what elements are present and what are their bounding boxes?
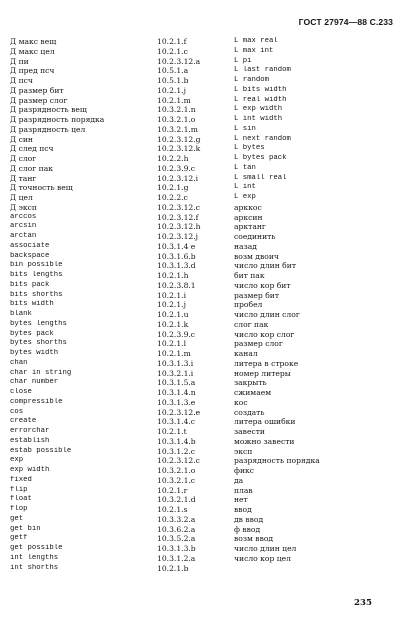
index-equivalent: номер литеры bbox=[234, 368, 291, 378]
index-term: Д цел bbox=[10, 193, 33, 202]
index-reference: 10.5.1.b bbox=[157, 76, 189, 85]
index-term: arctan bbox=[10, 232, 37, 240]
index-equivalent: возм двоич bbox=[234, 251, 279, 261]
index-equivalent: дв ввод bbox=[234, 514, 264, 524]
index-term: Д размер бит bbox=[10, 85, 64, 95]
index-reference: 10.2.1.m bbox=[157, 349, 191, 358]
index-equivalent: да bbox=[234, 475, 244, 485]
index-reference: 10.3.2.1.o bbox=[157, 115, 196, 124]
index-reference: 10.5.1.a bbox=[157, 66, 189, 76]
index-term: Д след псч bbox=[10, 144, 54, 154]
index-equivalent: плав bbox=[234, 485, 253, 495]
index-reference: 10.2.3.12.a bbox=[157, 56, 201, 66]
index-reference: 10.2.1.u bbox=[157, 310, 189, 319]
index-term: Д слог пак bbox=[10, 163, 53, 173]
index-term: get bin bbox=[10, 524, 41, 533]
index-equivalent: размер бит bbox=[234, 290, 280, 300]
index-equivalent: литера в строке bbox=[234, 358, 299, 368]
index-term: Д разрядность порядка bbox=[10, 115, 105, 124]
index-term: bits width bbox=[10, 300, 54, 309]
index-equivalent: соединить bbox=[234, 232, 276, 241]
index-reference: 10.2.1.b bbox=[157, 563, 189, 573]
index-term: blank bbox=[10, 310, 32, 318]
index-term: Д пи bbox=[10, 56, 29, 66]
index-equivalent: L pi bbox=[234, 56, 252, 65]
page-header: ГОСТ 27974—88 С.233 bbox=[298, 17, 393, 27]
index-equivalent: арктанг bbox=[234, 222, 266, 232]
index-term: get bbox=[10, 514, 24, 523]
index-reference: 10.2.1.m bbox=[157, 95, 191, 105]
index-equivalent: фикс bbox=[234, 466, 255, 475]
index-equivalent: назад bbox=[234, 241, 257, 251]
index-reference: 10.2.1.l bbox=[157, 339, 186, 349]
index-reference: 10.2.1.k bbox=[157, 319, 189, 329]
index-term: bytes pack bbox=[10, 329, 54, 338]
index-reference: 10.2.1.i bbox=[157, 290, 186, 300]
index-equivalent: литера ошибки bbox=[234, 417, 296, 427]
index-reference: 10.2.1.r bbox=[157, 485, 188, 495]
index-equivalent: число кор цел bbox=[234, 553, 291, 563]
index-reference: 10.2.3.12.h bbox=[157, 222, 201, 232]
index-term: bits pack bbox=[10, 280, 50, 289]
index-equivalent: L small real bbox=[234, 173, 287, 182]
index-equivalent: число кор слог bbox=[234, 329, 295, 339]
index-equivalent: число длин цел bbox=[234, 544, 297, 553]
index-term: char number bbox=[10, 378, 59, 387]
index-reference: 10.3.3.2.a bbox=[157, 514, 196, 524]
index-term: Д танг bbox=[10, 173, 37, 183]
index-equivalent: L tan bbox=[234, 163, 256, 172]
index-equivalent: L exp width bbox=[234, 105, 283, 114]
index-equivalent: ввод bbox=[234, 505, 252, 514]
index-equivalent: L exp bbox=[234, 193, 256, 201]
index-term: get possible bbox=[10, 544, 63, 552]
index-equivalent: завести bbox=[234, 427, 265, 436]
index-equivalent: ф ввод bbox=[234, 524, 261, 534]
index-equivalent: канал bbox=[234, 349, 258, 358]
index-equivalent: кос bbox=[234, 397, 248, 407]
page-number: 235 bbox=[354, 598, 372, 608]
index-term: chan bbox=[10, 358, 28, 367]
index-term: Д точность вещ bbox=[10, 183, 73, 193]
index-reference: 10.3.1.4.c bbox=[157, 417, 196, 427]
index-reference: 10.2.3.9.c bbox=[157, 329, 196, 339]
index-equivalent: нет bbox=[234, 495, 248, 505]
term-column-target bbox=[234, 37, 409, 564]
index-term: associate bbox=[10, 241, 50, 250]
index-reference: 10.3.5.2.a bbox=[157, 534, 196, 544]
index-term: establish bbox=[10, 436, 50, 445]
index-reference: 10.3.1.6.b bbox=[157, 251, 196, 261]
index-term: Д разрядность вещ bbox=[10, 105, 87, 115]
index-reference: 10.2.2.c bbox=[157, 193, 188, 202]
index-term: bytes shorths bbox=[10, 339, 67, 348]
index-equivalent: бит пак bbox=[234, 271, 265, 280]
index-reference: 10.2.2.h bbox=[157, 154, 189, 163]
index-equivalent: L int width bbox=[234, 115, 283, 123]
index-term: Д пред псч bbox=[10, 66, 55, 76]
index-term: getf bbox=[10, 534, 28, 543]
index-equivalent: L random bbox=[234, 76, 270, 84]
index-equivalent: L last random bbox=[234, 66, 291, 75]
index-term: backspace bbox=[10, 251, 50, 260]
index-reference: 10.3.1.3.e bbox=[157, 397, 196, 407]
index-reference: 10.2.1.c bbox=[157, 46, 188, 56]
index-equivalent: L sin bbox=[234, 124, 256, 133]
index-equivalent: L int bbox=[234, 183, 256, 192]
index-reference: 10.2.3.12.f bbox=[157, 212, 199, 222]
index-reference: 10.3.1.4.b bbox=[157, 436, 196, 446]
index-reference: 10.2.3.9.c bbox=[157, 163, 196, 173]
index-term: errorchar bbox=[10, 427, 50, 435]
section-reference-column bbox=[157, 37, 242, 573]
index-term: flop bbox=[10, 505, 28, 513]
index-equivalent: L max real bbox=[234, 37, 278, 45]
index-reference: 10.3.2.1.i bbox=[157, 368, 194, 378]
index-reference: 10.2.1.f bbox=[157, 37, 187, 46]
index-equivalent: L bytes pack bbox=[234, 154, 287, 162]
index-reference: 10.3.1.4 e bbox=[157, 241, 196, 251]
index-term: Д псч bbox=[10, 76, 33, 85]
index-reference: 10.2.3.12.g bbox=[157, 134, 201, 144]
index-term: close bbox=[10, 388, 32, 396]
index-equivalent: арккос bbox=[234, 202, 262, 212]
index-term: exp bbox=[10, 456, 24, 465]
index-term: int lengths bbox=[10, 553, 59, 562]
index-equivalent: сжимаем bbox=[234, 388, 272, 397]
index-reference: 10.2.3.12.k bbox=[157, 144, 201, 154]
index-term: bits lengths bbox=[10, 271, 63, 279]
index-term: exp width bbox=[10, 466, 50, 474]
index-equivalent: L real width bbox=[234, 95, 287, 104]
index-equivalent: L bits width bbox=[234, 85, 287, 94]
index-reference: 10.2.3.12.i bbox=[157, 173, 199, 183]
index-term: Д син bbox=[10, 134, 33, 144]
index-term: bits shorths bbox=[10, 290, 63, 299]
index-equivalent: L bytes bbox=[234, 144, 265, 153]
index-term: arccos bbox=[10, 212, 37, 221]
index-term: float bbox=[10, 495, 32, 504]
index-reference: 10.2.1.j bbox=[157, 85, 186, 95]
index-reference: 10.3.1.3.d bbox=[157, 261, 196, 271]
index-reference: 10.2.1.j bbox=[157, 300, 186, 310]
index-term: arcsin bbox=[10, 222, 37, 231]
index-equivalent: арксин bbox=[234, 212, 263, 222]
index-reference: 10.3.2.1.o bbox=[157, 466, 196, 475]
index-reference: 10.2.1.s bbox=[157, 505, 188, 514]
index-reference: 10.3.2.1.m bbox=[157, 124, 199, 134]
index-term: compressible bbox=[10, 397, 63, 406]
index-equivalent: L max int bbox=[234, 46, 274, 55]
index-reference: 10.2.1.h bbox=[157, 271, 189, 280]
index-reference: 10.3.1.3.i bbox=[157, 358, 194, 368]
index-term: Д макс цел bbox=[10, 46, 55, 56]
index-term: Д слог bbox=[10, 154, 37, 163]
index-equivalent: слог пак bbox=[234, 319, 269, 329]
index-reference: 10.3.2.1.d bbox=[157, 495, 196, 505]
index-equivalent: число кор бит bbox=[234, 280, 291, 290]
term-column-russian bbox=[10, 37, 160, 573]
index-equivalent: эксп bbox=[234, 446, 253, 456]
index-term: Д эксп bbox=[10, 202, 37, 212]
index-equivalent: число длин бит bbox=[234, 261, 297, 271]
index-equivalent: закрыть bbox=[234, 378, 267, 388]
index-equivalent: L next random bbox=[234, 134, 291, 143]
index-reference: 10.2.1.g bbox=[157, 183, 189, 193]
index-term: create bbox=[10, 417, 37, 426]
index-term: flip bbox=[10, 485, 28, 494]
index-reference: 10.3.1.4.n bbox=[157, 388, 196, 397]
index-equivalent: разрядность порядка bbox=[234, 456, 320, 466]
index-equivalent: число длин слог bbox=[234, 310, 300, 319]
index-term: Д разрядность цел bbox=[10, 124, 86, 134]
index-term: Д размер слог bbox=[10, 95, 68, 105]
index-reference: 10.2.3.8.1 bbox=[157, 280, 196, 290]
index-reference: 10.3.1.3.b bbox=[157, 544, 196, 553]
index-term: char in string bbox=[10, 368, 72, 377]
index-reference: 10.3.1.2.a bbox=[157, 553, 196, 563]
index-reference: 10.2.1.t bbox=[157, 427, 187, 436]
index-term: Д макс вещ bbox=[10, 37, 57, 46]
index-equivalent: возм ввод bbox=[234, 534, 274, 544]
index-term: estab possible bbox=[10, 446, 72, 455]
index-term: bytes width bbox=[10, 349, 59, 357]
index-equivalent: размер слог bbox=[234, 339, 283, 349]
index-reference: 10.3.6.2.a bbox=[157, 524, 196, 534]
index-equivalent: пробел bbox=[234, 300, 263, 310]
index-term: bin possible bbox=[10, 261, 63, 270]
index-reference: 10.3.1.2.c bbox=[157, 446, 196, 456]
index-term: int shorths bbox=[10, 563, 59, 572]
index-reference: 10.2.3.12.j bbox=[157, 232, 198, 241]
index-reference: 10.2.3.12.e bbox=[157, 407, 201, 417]
index-equivalent: можно завести bbox=[234, 436, 295, 446]
index-term: fixed bbox=[10, 475, 32, 484]
index-equivalent: создать bbox=[234, 407, 265, 417]
index-term: cos bbox=[10, 407, 24, 416]
index-reference: 10.3.2.1.n bbox=[157, 105, 196, 115]
index-reference: 10.2.3.12.c bbox=[157, 456, 200, 466]
index-term: bytes lengths bbox=[10, 319, 67, 328]
index-reference: 10.2.3.12.c bbox=[157, 202, 200, 212]
index-reference: 10.3.2.1.c bbox=[157, 475, 196, 485]
index-reference: 10.3.1.5.a bbox=[157, 378, 196, 388]
